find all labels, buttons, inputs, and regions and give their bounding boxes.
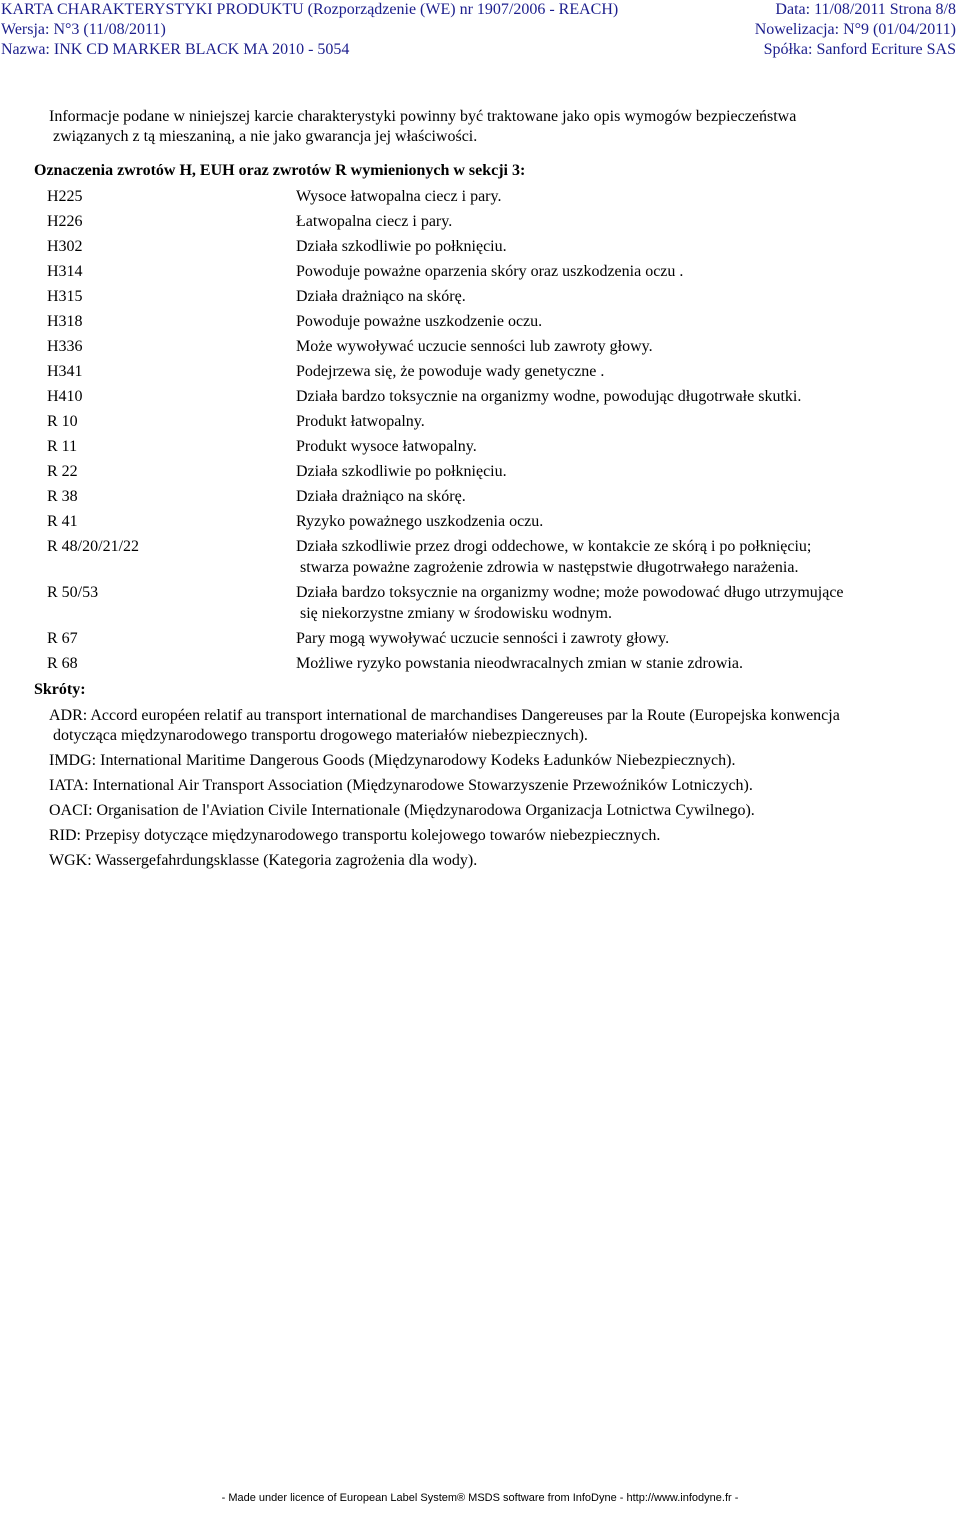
phrase-code: H226	[47, 213, 83, 230]
abbreviation-text: IMDG: International Maritime Dangerous Goods (Międzynarodowy Kodeks Ładunków Niebezpiecznych).	[49, 752, 736, 769]
abbreviation-item	[49, 826, 953, 846]
phrase-description	[296, 309, 960, 334]
phrase-description	[296, 334, 960, 359]
phrase-row	[0, 184, 960, 209]
phrase-description	[296, 626, 960, 651]
phrase-description	[296, 582, 960, 624]
abbreviation-text: IATA: International Air Transport Association (Międzynarodowe Stowarzyszenie Przewoźników Lotniczych).	[49, 777, 753, 794]
abbreviation-item	[49, 706, 953, 746]
phrase-row	[0, 626, 960, 651]
phrase-code: H225	[47, 188, 83, 205]
phrase-description-line: Działa drażniąco na skórę.	[296, 488, 466, 505]
phrase-row	[0, 580, 960, 626]
phrase-description	[296, 284, 960, 309]
phrase-description-line: Produkt łatwopalny.	[296, 413, 425, 430]
phrase-description-line: Powoduje poważne uszkodzenie oczu.	[296, 313, 543, 330]
phrase-code: R 50/53	[47, 584, 99, 601]
phrase-code: R 22	[47, 463, 78, 480]
phrase-row	[0, 534, 960, 580]
phrase-code: H410	[47, 388, 83, 405]
intro-line-1: Informacje podane w niniejszej karcie charakterystyki powinny być traktowane jako opis wymogów bezpieczeństwa	[49, 108, 797, 125]
abbreviation-item	[49, 851, 953, 871]
phrase-description-line: się niekorzystne zmiany w środowisku wodnym.	[300, 605, 612, 622]
phrase-description	[296, 484, 960, 509]
phrase-code: R 48/20/21/22	[47, 538, 140, 555]
intro-paragraph	[49, 107, 953, 147]
phrase-row	[0, 384, 960, 409]
phrase-code: R 11	[47, 438, 78, 455]
phrase-description	[296, 234, 960, 259]
phrase-description-line: Pary mogą wywoływać uczucie senności i zawroty głowy.	[296, 630, 670, 647]
phrase-description-line: Możliwe ryzyko powstania nieodwracalnych zmian w stanie zdrowia.	[296, 655, 743, 672]
phrase-description-line: Działa bardzo toksycznie na organizmy wodne; może powodować długo utrzymujące	[296, 584, 844, 601]
phrase-description-line: Ryzyko poważnego uszkodzenia oczu.	[296, 513, 544, 530]
abbreviation-item	[49, 801, 953, 821]
phrase-description	[296, 409, 960, 434]
abbreviation-text: OACI: Organisation de l'Aviation Civile Internationale (Międzynarodowa Organizacja Lotnictwa Cywilnego).	[49, 802, 755, 819]
phrase-description-line: Podejrzewa się, że powoduje wady genetyczne .	[296, 363, 605, 380]
phrase-description	[296, 434, 960, 459]
phrase-code: R 68	[47, 655, 78, 672]
phrase-description-line: Działa drażniąco na skórę.	[296, 288, 466, 305]
abbreviation-item	[49, 751, 953, 771]
phrase-row	[0, 284, 960, 309]
phrase-row	[0, 234, 960, 259]
phrase-row	[0, 409, 960, 434]
phrase-code: H315	[47, 288, 83, 305]
abbreviation-text: RID: Przepisy dotyczące międzynarodowego transportu kolejowego towarów niebezpiecznych.	[49, 827, 661, 844]
revision: Nowelizacja: N°9 (01/04/2011)	[754, 21, 956, 38]
phrase-code: R 38	[47, 488, 78, 505]
phrase-list	[0, 184, 960, 676]
phrase-description	[296, 359, 960, 384]
phrase-description	[296, 259, 960, 284]
phrase-row	[0, 509, 960, 534]
phrase-row	[0, 459, 960, 484]
phrase-description-line: Działa szkodliwie po połknięciu.	[296, 238, 507, 255]
header-row-1	[0, 0, 960, 20]
phrase-description	[296, 536, 960, 578]
phrase-row	[0, 484, 960, 509]
phrase-row	[0, 359, 960, 384]
phrase-description-line: Działa bardzo toksycznie na organizmy wodne, powodując długotrwałe skutki.	[296, 388, 802, 405]
abbreviation-text: WGK: Wassergefahrdungsklasse (Kategoria zagrożenia dla wody).	[49, 852, 478, 869]
phrase-code: R 41	[47, 513, 78, 530]
version: Wersja: N°3 (11/08/2011)	[1, 21, 166, 38]
phrase-description-line: Działa szkodliwie po połknięciu.	[296, 463, 507, 480]
section-title: Oznaczenia zwrotów H, EUH oraz zwrotów R wymienionych w sekcji 3:	[34, 162, 526, 179]
phrase-code: R 10	[47, 413, 78, 430]
phrase-code: H318	[47, 313, 83, 330]
phrase-code: R 67	[47, 630, 78, 647]
phrase-code: H314	[47, 263, 83, 280]
phrase-description-line: Produkt wysoce łatwopalny.	[296, 438, 477, 455]
phrase-description-line: Powoduje poważne oparzenia skóry oraz uszkodzenia oczu .	[296, 263, 684, 280]
abbreviations-title: Skróty:	[34, 681, 86, 698]
intro-line-2: związanych z tą mieszaniną, a nie jako gwarancja jej właściwości.	[53, 128, 478, 145]
abbreviation-text: ADR: Accord européen relatif au transport international de marchandises Dangereuses par la Route (Europejska konwencja	[49, 707, 840, 724]
phrase-row	[0, 434, 960, 459]
phrase-code: H302	[47, 238, 83, 255]
phrase-description-line: Działa szkodliwie przez drogi oddechowe, w kontakcie ze skórą i po połknięciu;	[296, 538, 812, 555]
company: Spółka: Sanford Ecriture SAS	[763, 41, 956, 58]
header-row-2	[0, 20, 960, 40]
phrase-description	[296, 209, 960, 234]
phrase-code: H341	[47, 363, 83, 380]
phrase-description-line: Wysoce łatwopalna ciecz i pary.	[296, 188, 502, 205]
phrase-description-line: stwarza poważne zagrożenie zdrowia w następstwie długotrwałego narażenia.	[300, 559, 799, 576]
phrase-description	[296, 184, 960, 209]
abbreviations-list	[49, 706, 953, 871]
phrase-code: H336	[47, 338, 83, 355]
phrase-row	[0, 259, 960, 284]
phrase-description	[296, 459, 960, 484]
page-header	[0, 0, 960, 60]
phrase-description-line: Łatwopalna ciecz i pary.	[296, 213, 453, 230]
phrase-description	[296, 384, 960, 409]
phrase-row	[0, 334, 960, 359]
page-content	[0, 107, 960, 871]
document-title: KARTA CHARAKTERYSTYKI PRODUKTU (Rozporządzenie (WE) nr 1907/2006 - REACH)	[1, 1, 619, 18]
phrase-row	[0, 651, 960, 676]
product-name: Nazwa: INK CD MARKER BLACK MA 2010 - 5054	[1, 41, 350, 58]
phrase-row	[0, 309, 960, 334]
abbreviation-item	[49, 776, 953, 796]
phrase-description	[296, 651, 960, 676]
page-footer: - Made under licence of European Label System® MSDS software from InfoDyne - http://www.infodyne.fr -	[221, 1492, 739, 1504]
phrase-description	[296, 509, 960, 534]
phrase-row	[0, 209, 960, 234]
phrase-description-line: Może wywoływać uczucie senności lub zawroty głowy.	[296, 338, 653, 355]
abbreviation-text: dotycząca międzynarodowego transportu drogowego materiałów niebezpiecznych).	[53, 727, 588, 744]
header-row-3	[0, 40, 960, 60]
date-page: Data: 11/08/2011 Strona 8/8	[775, 1, 956, 18]
